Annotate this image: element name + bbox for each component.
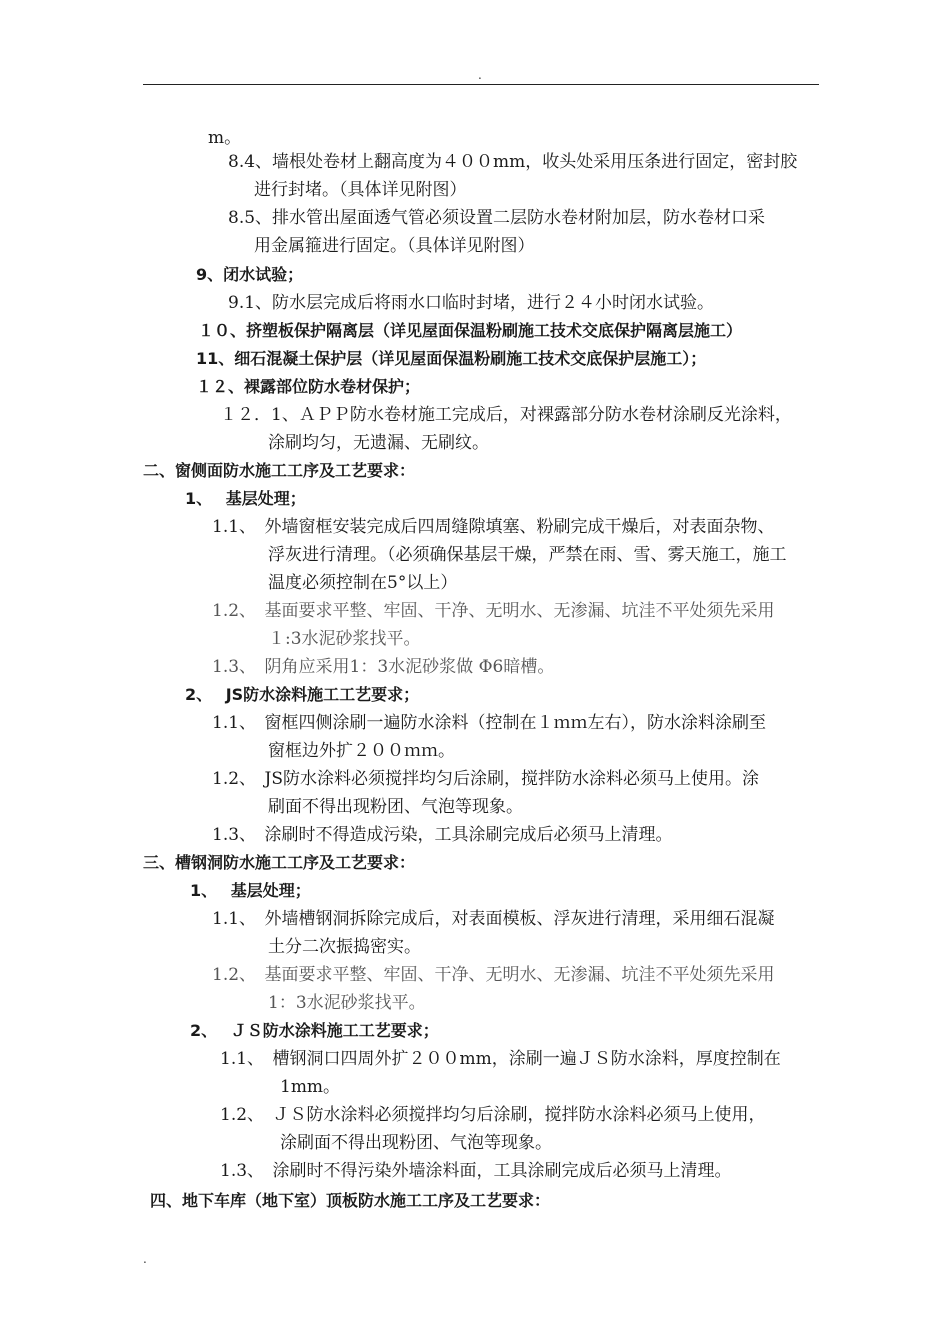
subsection-heading: 2、 JS防水涂料施工工艺要求； [185, 685, 420, 704]
chapter-heading: 三、槽钢洞防水施工工序及工艺要求： [143, 853, 416, 872]
text-line: 1.2、 基面要求平整、牢固、干净、无明水、无渗漏、坑洼不平处须先采用 [212, 601, 775, 621]
chapter-heading: 二、窗侧面防水施工工序及工艺要求： [143, 461, 416, 480]
text-line: 1mm。 [280, 1077, 341, 1097]
text-line: 1.2、 ＪＳ防水涂料必须搅拌均匀后涂刷，搅拌防水涂料必须马上使用， [220, 1105, 766, 1125]
text-line: 土分二次振捣密实。 [268, 937, 421, 957]
text-line: 8.5、排水管出屋面透气管必须设置二层防水卷材附加层，防水卷材口采 [228, 208, 766, 228]
text-line: 1.1、 外墙窗框安装完成后四周缝隙填塞、粉刷完成干燥后，对表面杂物、 [212, 517, 775, 537]
text-line: 1.3、 涂刷时不得造成污染，工具涂刷完成后必须马上清理。 [212, 825, 673, 845]
text-line: １２．1、ＡＰＰ防水卷材施工完成后，对裸露部分防水卷材涂刷反光涂料， [220, 405, 792, 425]
text-line: 8.4、墙根处卷材上翻高度为４００mm，收头处采用压条进行固定，密封胶 [228, 152, 798, 172]
text-line: 9.1、防水层完成后将雨水口临时封堵，进行２４小时闭水试验。 [228, 293, 715, 313]
text-line: 1.1、 槽钢洞口四周外扩２００mm，涂刷一遍ＪＳ防水涂料，厚度控制在 [220, 1049, 781, 1069]
section-heading: １２、裸露部位防水卷材保护； [196, 377, 421, 396]
subsection-heading: 1、 基层处理； [190, 881, 311, 900]
text-line: 1.2、 基面要求平整、牢固、干净、无明水、无渗漏、坑洼不平处须先采用 [212, 965, 775, 985]
text-line: 1：3水泥砂浆找平。 [268, 993, 426, 1013]
footer-mark: . [143, 1252, 147, 1266]
text-line: 窗框边外扩２００ｍｍ。 [268, 741, 455, 761]
subsection-heading: 2、 ＪＳ防水涂料施工工艺要求； [190, 1021, 439, 1040]
text-line: 1.3、 涂刷时不得污染外墙涂料面，工具涂刷完成后必须马上清理。 [220, 1161, 732, 1181]
text-line: 涂刷均匀，无遗漏、无刷纹。 [268, 433, 489, 453]
text-line: 1.3、 阴角应采用1：3水泥砂浆做 Φ6暗槽。 [212, 657, 555, 677]
section-heading: 11、细石混凝土保护层（详见屋面保温粉刷施工技术交底保护层施工）； [196, 349, 707, 368]
text-line: m。 [208, 128, 242, 148]
text-line: 进行封堵。（具体详见附图） [254, 180, 467, 200]
text-line: 用金属箍进行固定。（具体详见附图） [254, 236, 535, 256]
chapter-heading: 四、地下车库（地下室）顶板防水施工工序及工艺要求： [150, 1191, 551, 1210]
text-line: 刷面不得出现粉团、气泡等现象。 [268, 797, 523, 817]
text-line: 1.1、 窗框四侧涂刷一遍防水涂料（控制在１ｍｍ左右），防水涂料涂刷至 [212, 713, 767, 733]
header-mark: . [478, 68, 482, 82]
text-line: 1.1、 外墙槽钢洞拆除完成后，对表面模板、浮灰进行清理，采用细石混凝 [212, 909, 775, 929]
section-heading: １０、挤塑板保护隔离层（详见屋面保温粉刷施工技术交底保护隔离层施工） [198, 321, 743, 340]
header-rule [143, 84, 819, 85]
text-line: 温度必须控制在5°以上） [268, 573, 458, 593]
subsection-heading: 1、 基层处理； [185, 489, 306, 508]
text-line: 1.2、 JS防水涂料必须搅拌均匀后涂刷，搅拌防水涂料必须马上使用。涂 [212, 769, 759, 789]
section-heading: 9、闭水试验； [196, 265, 304, 284]
text-line: 浮灰进行清理。（必须确保基层干燥，严禁在雨、雪、雾天施工，施工 [268, 545, 787, 565]
text-line: １:3水泥砂浆找平。 [268, 629, 421, 649]
text-line: 涂刷面不得出现粉团、气泡等现象。 [280, 1133, 552, 1153]
